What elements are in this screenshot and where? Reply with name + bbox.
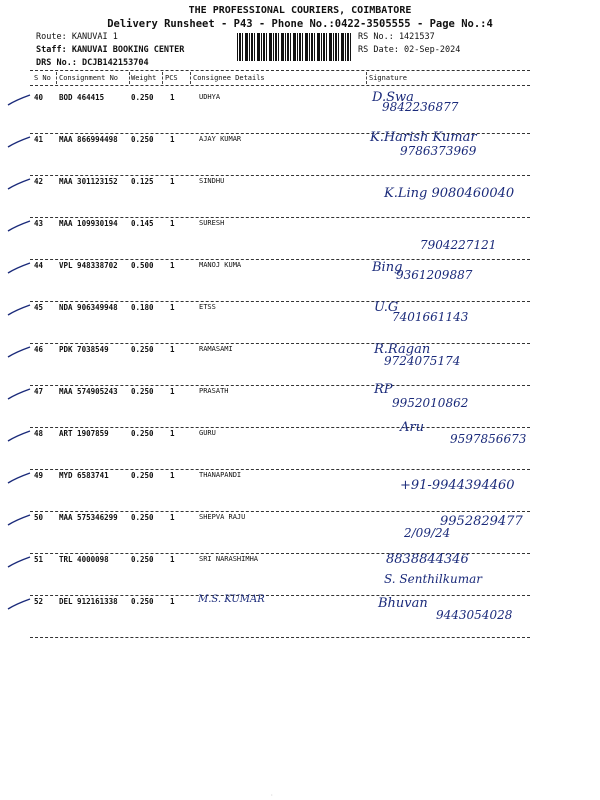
consignment-number: MAA 575346299 — [59, 513, 118, 522]
handwritten-consignee-name: M.S. KUMAR — [198, 594, 265, 605]
table-row — [0, 596, 600, 638]
serial-number: 48 — [34, 429, 44, 438]
table-row — [0, 176, 600, 218]
serial-number: 40 — [34, 93, 44, 102]
table-row — [0, 512, 600, 554]
staff-label: Staff: KANUVAI BOOKING CENTER — [36, 45, 185, 55]
tick-mark-icon — [6, 514, 32, 526]
table-top-rule — [30, 70, 530, 71]
consignment-number: MYD 6583741 — [59, 471, 109, 480]
table-row — [0, 420, 600, 470]
pcs-value: 1 — [170, 513, 175, 522]
consignment-number: MAA 301123152 — [59, 177, 118, 186]
consignment-number: ART 1907859 — [59, 429, 109, 438]
weight-value: 0.250 — [131, 135, 154, 144]
consignee-name: GURU — [199, 429, 216, 437]
signature-area — [370, 466, 570, 512]
pcs-value: 1 — [170, 597, 175, 606]
tick-mark-icon — [6, 220, 32, 232]
drs-number: DRS No.: DCJB142153704 — [36, 58, 149, 68]
serial-number: 45 — [34, 303, 44, 312]
consignee-name: THANAPANDI — [199, 471, 242, 479]
signature-area — [370, 256, 570, 302]
serial-number: 42 — [34, 177, 44, 186]
column-separator — [162, 72, 163, 84]
pcs-value: 1 — [170, 471, 175, 480]
table-row — [0, 130, 600, 176]
serial-number: 47 — [34, 387, 44, 396]
tick-mark-icon — [6, 136, 32, 148]
column-separator — [56, 72, 57, 84]
tick-mark-icon — [6, 388, 32, 400]
consignee-name: SHEPVA RAJU — [199, 513, 246, 521]
pcs-value: 1 — [170, 177, 175, 186]
document-subtitle: Delivery Runsheet - P43 - Phone No.:0422-3505555 - Page No.:4 — [107, 18, 493, 30]
consignment-number: MAA 109930194 — [59, 219, 118, 228]
weight-value: 0.500 — [131, 261, 154, 270]
weight-value: 0.180 — [131, 303, 154, 312]
tick-mark-icon — [6, 472, 32, 484]
rs-date: RS Date: 02-Sep-2024 — [358, 45, 461, 55]
table-row — [0, 470, 600, 512]
col-header-sno: S No — [34, 74, 51, 82]
serial-number: 44 — [34, 261, 44, 270]
serial-number: 52 — [34, 597, 44, 606]
consignment-number: DEL 912161338 — [59, 597, 118, 606]
consignee-name: SURESH — [199, 219, 225, 227]
handwritten-signature: Bhuvan — [378, 596, 428, 611]
handwritten-phone: 9786373969 — [400, 144, 477, 158]
handwritten-phone: 9361209887 — [396, 268, 473, 282]
weight-value: 0.250 — [131, 429, 154, 438]
weight-value: 0.250 — [131, 555, 154, 564]
handwritten-signature: 9952829477 — [440, 514, 523, 529]
consignee-name: SINDHU — [199, 177, 225, 185]
col-header-consignment: Consignment No — [59, 74, 119, 82]
handwritten-phone: 9952010862 — [392, 396, 469, 410]
column-separator — [129, 72, 130, 84]
serial-number: 51 — [34, 555, 44, 564]
col-header-consignee: Consignee Details — [193, 74, 265, 82]
consignment-number: VPL 948338702 — [59, 261, 118, 270]
serial-number: 41 — [34, 135, 44, 144]
handwritten-signature: U.G — [374, 300, 399, 315]
signature-area — [370, 508, 570, 554]
rs-number: RS No.: 1421537 — [358, 32, 435, 42]
handwritten-signature: +91-9944394460 — [400, 478, 515, 493]
table-row — [0, 92, 600, 134]
pcs-value: 1 — [170, 429, 175, 438]
document-title: THE PROFESSIONAL COURIERS, COIMBATORE — [188, 5, 412, 16]
tick-mark-icon — [6, 178, 32, 190]
tick-mark-icon — [6, 346, 32, 358]
serial-number: 50 — [34, 513, 44, 522]
handwritten-phone: 9842236877 — [382, 100, 459, 114]
tick-mark-icon — [6, 304, 32, 316]
consignee-name: UDHYA — [199, 93, 221, 101]
serial-number: 49 — [34, 471, 44, 480]
consignee-name: AJAY KUMAR — [199, 135, 242, 143]
pcs-value: 1 — [170, 219, 175, 228]
weight-value: 0.250 — [131, 93, 154, 102]
weight-value: 0.250 — [131, 471, 154, 480]
handwritten-signature: K.Harish Kumar — [370, 130, 477, 145]
signature-area — [370, 130, 570, 176]
weight-value: 0.250 — [131, 597, 154, 606]
weight-value: 0.145 — [131, 219, 154, 228]
column-separator — [190, 72, 191, 84]
row-separator — [30, 637, 530, 638]
weight-value: 0.125 — [131, 177, 154, 186]
table-row — [0, 260, 600, 302]
signature-area — [370, 298, 570, 344]
pcs-value: 1 — [170, 93, 175, 102]
table-row — [0, 554, 600, 596]
handwritten-phone: 9443054028 — [436, 608, 513, 622]
handwritten-signature: K.Ling 9080460040 — [384, 186, 515, 201]
handwritten-phone: 2/09/24 — [404, 526, 451, 540]
column-separator — [366, 72, 367, 84]
consignee-name: SRI NARASHIMHA — [199, 555, 259, 563]
handwritten-signature: 8838844346 — [386, 552, 469, 567]
weight-value: 0.250 — [131, 387, 154, 396]
signature-area — [370, 420, 570, 470]
pcs-value: 1 — [170, 387, 175, 396]
handwritten-phone: 7401661143 — [392, 310, 469, 324]
weight-value: 0.250 — [131, 513, 154, 522]
tick-mark-icon — [6, 556, 32, 568]
pcs-value: 1 — [170, 261, 175, 270]
col-header-signature: Signature — [369, 74, 407, 82]
consignee-name: RAMASAMI — [199, 345, 233, 353]
handwritten-phone: S. Senthilkumar — [384, 572, 482, 586]
tick-mark-icon — [6, 262, 32, 274]
handwritten-signature: D.Swa — [372, 90, 414, 105]
table-row — [0, 344, 600, 386]
pcs-value: 1 — [170, 555, 175, 564]
consignment-number: PDK 7038549 — [59, 345, 109, 354]
barcode-image — [237, 33, 351, 61]
consignment-number: MAA 574905243 — [59, 387, 118, 396]
consignment-number: TRL 4000098 — [59, 555, 109, 564]
consignee-name: ETSS — [199, 303, 216, 311]
signature-area — [370, 88, 570, 134]
table-row — [0, 218, 600, 260]
signature-area — [370, 172, 570, 218]
serial-number: 46 — [34, 345, 44, 354]
consignment-number: BOD 464415 — [59, 93, 105, 102]
route-label: Route: KANUVAI 1 — [36, 32, 118, 42]
col-header-weight: Weight — [131, 74, 157, 82]
handwritten-signature: RP — [374, 382, 393, 397]
handwritten-phone: 9597856673 — [450, 432, 527, 446]
tick-mark-icon — [6, 94, 32, 106]
signature-area — [370, 214, 570, 260]
signature-area — [370, 550, 570, 596]
scan-artifact: · — [270, 792, 274, 799]
pcs-value: 1 — [170, 345, 175, 354]
table-row — [0, 382, 600, 428]
signature-area — [370, 592, 570, 638]
consignee-name: MANOJ KUMA — [199, 261, 242, 269]
signature-area — [370, 340, 570, 386]
handwritten-phone: 9724075174 — [384, 354, 461, 368]
consignment-number: MAA 866994498 — [59, 135, 118, 144]
tick-mark-icon — [6, 598, 32, 610]
handwritten-signature: Aru — [400, 420, 424, 435]
handwritten-signature: Bing — [372, 260, 403, 275]
consignee-name: PRASATH — [199, 387, 229, 395]
table-row — [0, 302, 600, 344]
pcs-value: 1 — [170, 303, 175, 312]
consignment-number: NDA 906349948 — [59, 303, 118, 312]
header-bottom-rule — [30, 85, 530, 86]
pcs-value: 1 — [170, 135, 175, 144]
weight-value: 0.250 — [131, 345, 154, 354]
tick-mark-icon — [6, 430, 32, 442]
col-header-pcs: PCS — [165, 74, 178, 82]
serial-number: 43 — [34, 219, 44, 228]
handwritten-phone: 7904227121 — [420, 238, 497, 252]
handwritten-signature: R.Ragan — [374, 342, 431, 357]
